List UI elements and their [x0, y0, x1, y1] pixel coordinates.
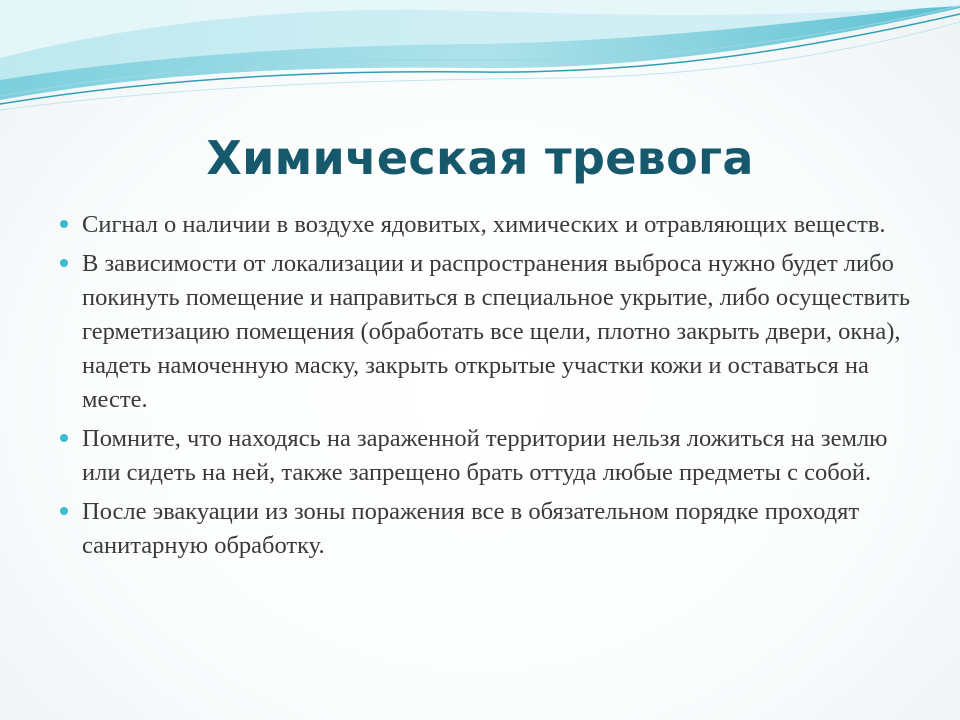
- bullet-text: В зависимости от локализации и распространения выброса нужно будет либо покинуть помещение и направиться в специальное укрытие, либо осуществить герметизацию помещения (обработать все щели, плотно закрыть двери, окна), надеть намоченную маску, закрыть открытые участки кожи и оставаться на месте.: [82, 250, 910, 413]
- bullet-list: [60, 208, 910, 568]
- bullet-item-4: [60, 495, 910, 563]
- bullet-item-2: [60, 247, 910, 417]
- bullet-dot-icon: [60, 434, 68, 442]
- bullet-dot-icon: [60, 507, 68, 515]
- slide-title: Химическая тревога: [206, 131, 754, 185]
- bullet-dot-icon: [60, 259, 68, 267]
- bullet-text: Сигнал о наличии в воздухе ядовитых, химических и отравляющих веществ.: [82, 211, 886, 238]
- bullet-item-3: [60, 422, 910, 490]
- bullet-item-1: [60, 208, 910, 242]
- bullet-text: После эвакуации из зоны поражения все в обязательном порядке проходят санитарную обработку.: [82, 498, 860, 559]
- bullet-dot-icon: [60, 220, 68, 228]
- bullet-text: Помните, что находясь на зараженной территории нельзя ложиться на землю или сидеть на ней, также запрещено брать оттуда любые предметы с собой.: [82, 425, 888, 486]
- wave-decoration: [0, 0, 960, 120]
